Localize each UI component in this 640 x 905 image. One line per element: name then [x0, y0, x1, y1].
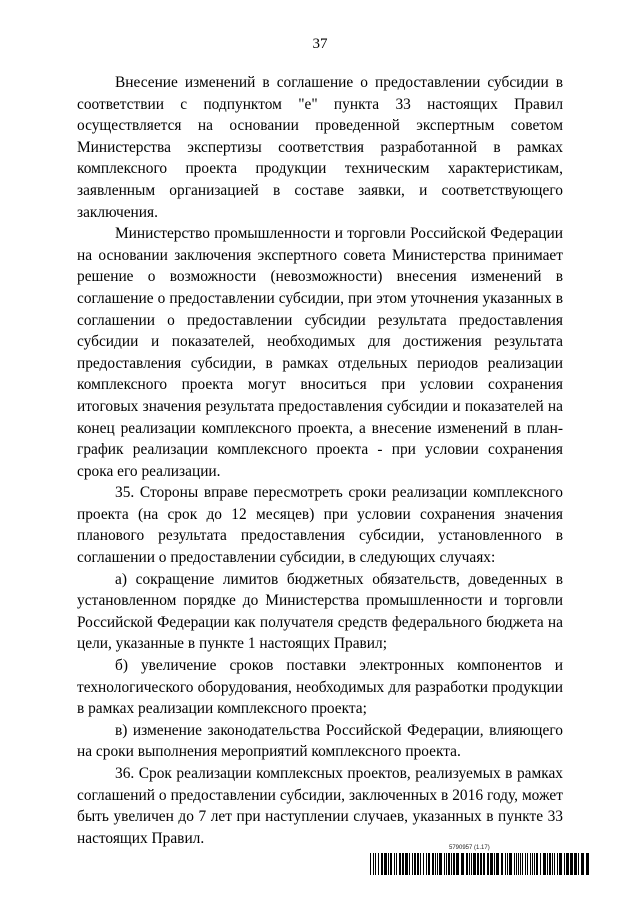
- paragraph-item-35-a: а) сокращение лимитов бюджетных обязательств, доведенных в установленном порядке до Министерства промышленности и торговли Российской Федерации как получателя средств федерального бюджета на цели, указанные в пункте 1 настоящих Правил;: [77, 570, 563, 653]
- paragraph-amendment-procedure: Внесение изменений в соглашение о предоставлении субсидии в соответствии с подпунктом "е" пункта 33 настоящих Правил осуществляется на основании проведенной экспертным советом Министерства экспертизы соответствия разработанной в рамках комплексного проекта продукции техническим характеристикам, заявленным организацией в составе заявки, и соответствующего заключения.: [77, 74, 563, 221]
- page-number: 37: [312, 36, 328, 52]
- paragraph-item-35-c: в) изменение законодательства Российской Федерации, влияющего на сроки выполнения мероприятий комплексного проекта.: [77, 721, 563, 761]
- paragraph-item-35-b: б) увеличение сроков поставки электронных компонентов и технологического оборудования, необходимых для разработки продукции в рамках реализации комплексного проекта;: [77, 657, 563, 718]
- document-code: 5790957 (1.17): [449, 845, 490, 851]
- paragraph-ministry-decision: Министерство промышленности и торговли Российской Федерации на основании заключения экспертного совета Министерства принимает решение о возможности (невозможности) внесения изменений в соглашение о предоставлении субсидии, при этом уточнения указанных в соглашении о предоставлении субсидии результата предоставления субсидии и показателей, необходимых для достижения результата предоставления субсидии, в рамках отдельных периодов реализации комплексного проекта могут вноситься при условии сохранения итоговых значения результата предоставления субсидии и показателей на конец реализации комплексного проекта, а внесение изменений в план-график реализации комплексного проекта - при условии сохранения срока его реализации.: [77, 225, 563, 480]
- barcode-icon: [370, 853, 590, 875]
- document-body: [77, 72, 563, 849]
- paragraph-item-35: 35. Стороны вправе пересмотреть сроки реализации комплексного проекта (на срок до 12 месяцев) при условии сохранения значения планового результата предоставления субсидии, установленного в соглашении о предоставлении субсидии, в следующих случаях:: [77, 484, 563, 567]
- paragraph-item-36: 36. Срок реализации комплексных проектов, реализуемых в рамках соглашений о предоставлении субсидии, заключенных в 2016 году, может быть увеличен до 7 лет при наступлении случаев, указанных в пункте 33 настоящих Правил.: [77, 765, 563, 847]
